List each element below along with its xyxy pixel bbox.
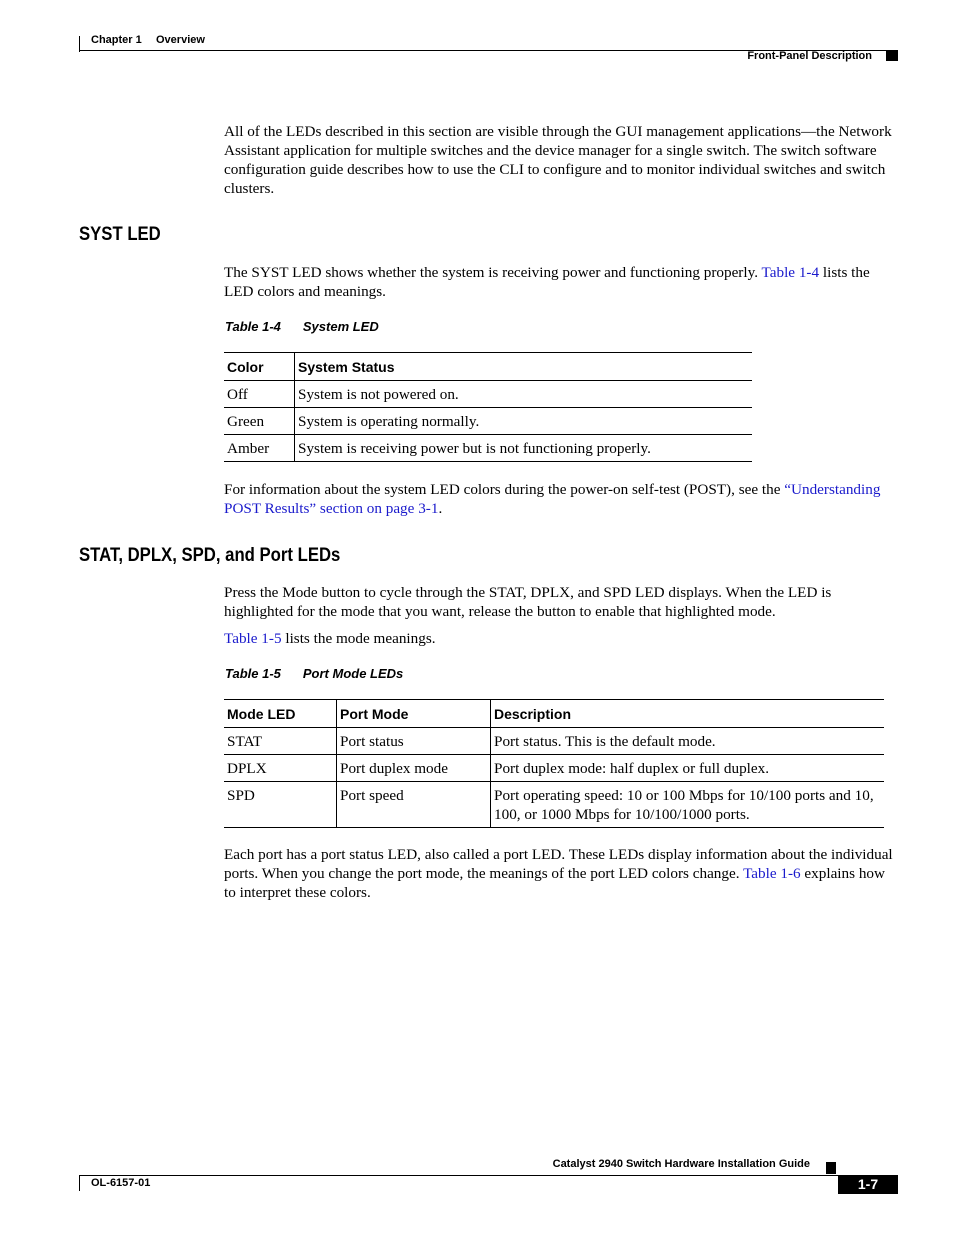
header-chapter-title: Overview (156, 34, 205, 46)
table-1-4-caption-title: System LED (302, 319, 379, 334)
table-header-row (224, 353, 752, 381)
footer-doc-number: OL-6157-01 (91, 1177, 151, 1189)
footer-guide-title: Catalyst 2940 Switch Hardware Installation Guide (552, 1158, 810, 1170)
table-1-5-link[interactable]: Table 1-5 (224, 630, 282, 647)
table-row (224, 435, 752, 462)
table-1-4-link[interactable]: Table 1-4 (761, 264, 820, 281)
section-heading-syst-led: SYST LED (79, 224, 161, 245)
table-cell: System is receiving power but is not functioning properly. (295, 435, 753, 462)
table-1-4-caption (225, 319, 379, 334)
column-header-port-mode: Port Mode (337, 700, 491, 728)
port-paragraph-1: Press the Mode button to cycle through the STAT, DPLX, and SPD LED displays. When the LED is highlighted for the mode that you want, release the button to enable that highlighted mode. (224, 584, 832, 620)
table-1-5-caption (225, 666, 403, 681)
port-paragraph-3-text-end: explains how to interpret these colors. (224, 865, 885, 901)
table-cell: Port duplex mode: half duplex or full duplex. (491, 755, 885, 782)
footer-rule (79, 1175, 898, 1176)
post-paragraph-text-end: . (438, 500, 443, 517)
footer-block (826, 1162, 836, 1174)
table-cell: System is operating normally. (295, 408, 753, 435)
column-header-mode-led: Mode LED (227, 706, 296, 722)
table-row (224, 782, 884, 828)
table-1-6-link[interactable]: Table 1-6 (743, 865, 801, 882)
column-header-color: Color (227, 359, 264, 375)
syst-paragraph (224, 263, 896, 301)
table-cell: SPD (227, 787, 255, 804)
table-cell: Port operating speed: 10 or 100 Mbps for 10/100 ports and 10, 100, or 1000 Mbps for 10/100/1000 ports. (491, 782, 885, 828)
table-cell: DPLX (227, 760, 267, 777)
port-mode-leds-table (224, 699, 884, 828)
table-cell: Port duplex mode (337, 755, 491, 782)
port-paragraph-2-text: lists the mode meanings. (281, 630, 436, 647)
intro-paragraph: All of the LEDs described in this section are visible through the GUI management applications—the Network Assistant application for multiple switches and the device manager for a single switch. The switch software configuration guide describes how to use the CLI to configure and to monitor individual switches and switch clusters. (224, 123, 892, 197)
header-section: Front-Panel Description (747, 50, 872, 62)
table-1-4-caption-number: Table 1-4 (225, 319, 281, 334)
table-cell: Port status (337, 728, 491, 755)
table-cell: Off (227, 386, 248, 403)
post-paragraph-text: For information about the system LED colors during the power-on self-test (POST), see the (224, 481, 785, 498)
syst-paragraph-text-end: lists the LED colors and meanings. (224, 264, 870, 300)
table-row (224, 728, 884, 755)
port-paragraph-3 (224, 845, 896, 902)
footer-left-bar (79, 1175, 80, 1191)
post-results-link[interactable]: “Understanding POST Results” section on page 3-1 (224, 481, 881, 517)
port-paragraph-3-text: Each port has a port status LED, also called a port LED. These LEDs display information about the individual ports. When you change the port mode, the meanings of the port LED colors change. (224, 846, 893, 882)
header-block (886, 51, 898, 61)
table-row (224, 755, 884, 782)
table-row (224, 408, 752, 435)
column-header-system-status: System Status (295, 353, 753, 381)
section-heading-port-leds: STAT, DPLX, SPD, and Port LEDs (79, 545, 341, 566)
port-paragraph-2 (224, 629, 896, 648)
table-1-5-caption-number: Table 1-5 (225, 666, 281, 681)
footer-page-number: 1-7 (838, 1175, 898, 1194)
syst-paragraph-text: The SYST LED shows whether the system is receiving power and functioning properly. (224, 264, 762, 281)
post-paragraph (224, 480, 896, 518)
header-chapter: Chapter 1 (91, 34, 142, 46)
table-cell: Port status. This is the default mode. (491, 728, 885, 755)
table-header-row (224, 700, 884, 728)
column-header-description: Description (491, 700, 885, 728)
table-cell: System is not powered on. (295, 381, 753, 408)
table-row (224, 381, 752, 408)
table-1-5-caption-title: Port Mode LEDs (302, 666, 404, 681)
table-cell: Amber (227, 440, 270, 457)
table-cell: Port speed (337, 782, 491, 828)
table-cell: Green (227, 413, 265, 430)
system-led-table (224, 352, 752, 462)
table-cell: STAT (227, 733, 263, 750)
